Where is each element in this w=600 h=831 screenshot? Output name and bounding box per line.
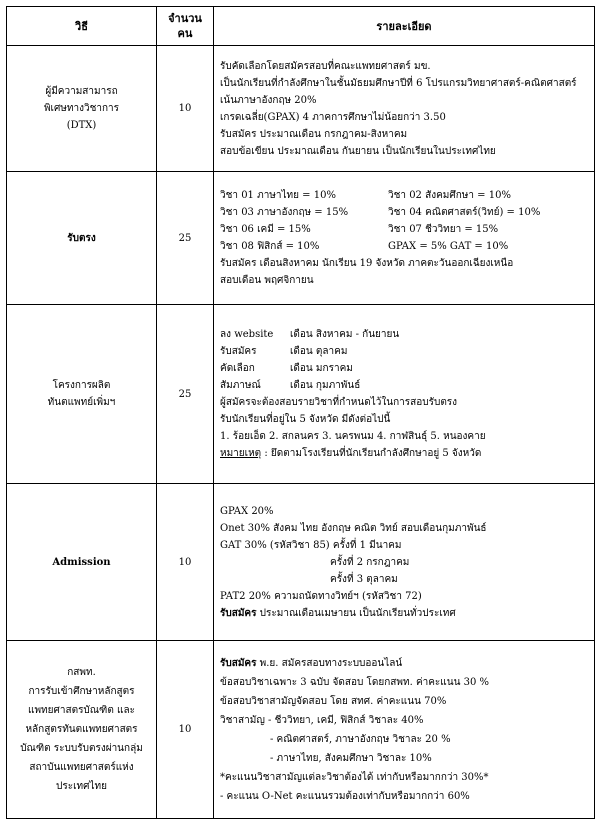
admission-table xyxy=(6,6,595,819)
count-cell: 10 xyxy=(157,484,214,641)
detail-line: ครั้งที่ 3 ตุลาคม xyxy=(330,573,398,585)
method-cell xyxy=(7,484,157,641)
weight-line xyxy=(220,221,590,238)
province-list: 1. ร้อยเอ็ด 2. สกลนคร 3. นครพนม 4. กาฬสินธุ์ 5. หนองคาย xyxy=(220,431,486,442)
method-cell xyxy=(7,641,157,819)
apply-line xyxy=(220,654,590,673)
apply-text: พ.ย. สมัครสอบทางระบบออนไลน์ xyxy=(256,657,403,669)
schedule-line xyxy=(220,326,590,343)
method-sub-line: บัณฑิต ระบบรับตรงผ่านกลุ่ม xyxy=(20,743,143,754)
schedule-month: เดือน กุมภาพันธ์ xyxy=(290,380,361,391)
detail-line: เน้นภาษาอังกฤษ 20% xyxy=(220,94,317,106)
detail-line: สอบข้อเขียน ประมาณเดือน กันยายน เป็นนักเรียนในประเทศไทย xyxy=(220,145,496,157)
detail-line: เกรดเฉลี่ย(GPAX) 4 ภาคการศึกษาไม่น้อยกว่า 3.50 xyxy=(220,111,446,123)
count-cell: 10 xyxy=(157,641,214,819)
schedule-month: เดือน มกราคม xyxy=(290,363,353,374)
schedule-step: สัมภาษณ์ xyxy=(220,380,261,391)
method-sub-line: สถาบันแพทยศาสตร์แห่ง xyxy=(29,762,134,773)
header-details: รายละเอียด xyxy=(214,7,595,46)
details-cell xyxy=(214,305,595,484)
table-row xyxy=(7,305,595,484)
weight-left: วิชา 01 ภาษาไทย = 10% xyxy=(220,190,336,201)
apply-label: รับสมัคร xyxy=(220,657,257,669)
detail-line: รับสมัคร เดือนสิงหาคม นักเรียน 19 จังหวัด ภาคตะวันออกเฉียงเหนือ xyxy=(220,258,514,269)
method-line: Admission xyxy=(52,556,111,568)
detail-line: สอบเดือน พฤศจิกายน xyxy=(220,275,314,286)
details-cell xyxy=(214,484,595,641)
schedule-step: รับสมัคร xyxy=(220,346,257,357)
schedule-line xyxy=(220,343,590,360)
detail-line: รับสมัคร ประมาณเดือน กรกฎาคม-สิงหาคม xyxy=(220,128,408,140)
method-line: พิเศษทางวิชาการ xyxy=(43,103,120,114)
method-cell xyxy=(7,305,157,484)
detail-line: ครั้งที่ 2 กรกฎาคม xyxy=(330,556,410,568)
detail-line: ผู้สมัครจะต้องสอบรายวิชาที่กำหนดไว้ในการสอบรับตรง xyxy=(220,397,458,408)
note-label: หมายเหตุ xyxy=(220,448,262,459)
detail-line: รับคัดเลือกโดยสมัครสอบที่คณะแพทยศาสตร์ มข. xyxy=(220,60,431,72)
schedule-month: เดือน ตุลาคม xyxy=(290,346,348,357)
method-sub-line: แพทยศาสตรบัณฑิต และ xyxy=(28,705,135,716)
method-line: กสพท. xyxy=(67,667,96,678)
weight-right: GPAX = 5% GAT = 10% xyxy=(388,241,509,252)
details-cell xyxy=(214,172,595,305)
detail-line: ข้อสอบวิชาสามัญจัดสอบ โดย สทศ. ค่าคะแนน 70% xyxy=(220,695,447,707)
table-row xyxy=(7,484,595,641)
weight-left: วิชา 08 ฟิสิกส์ = 10% xyxy=(220,241,320,252)
method-line: ทันตแพทย์เพิ่มฯ xyxy=(47,397,116,408)
schedule-line xyxy=(220,360,590,377)
schedule-step: ลง website xyxy=(220,329,274,340)
table-row xyxy=(7,641,595,819)
method-line: ผู้มีความสามารถ xyxy=(45,86,118,97)
method-cell xyxy=(7,46,157,172)
detail-line: วิชาสามัญ - ชีววิทยา, เคมี, ฟิสิกส์ วิชาละ 40% xyxy=(220,714,424,726)
weight-right: วิชา 04 คณิตศาสตร์(วิทย์) = 10% xyxy=(388,207,541,218)
note-text: : ยึดตามโรงเรียนที่นักเรียนกำลังศึกษาอยู่ 5 จังหวัด xyxy=(261,448,482,459)
note-line xyxy=(220,445,590,462)
details-cell xyxy=(214,46,595,172)
weight-line xyxy=(220,187,590,204)
detail-line: - คณิตศาสตร์, ภาษาอังกฤษ วิชาละ 20 % xyxy=(270,733,451,745)
method-line: รับตรง xyxy=(67,232,96,244)
weight-left: วิชา 06 เคมี = 15% xyxy=(220,224,311,235)
detail-line: - คะแนน O-Net คะแนนรวมต้องเท่ากับหรือมากกว่า 60% xyxy=(220,790,470,802)
count-cell: 25 xyxy=(157,305,214,484)
method-cell xyxy=(7,172,157,305)
apply-label: รับสมัคร xyxy=(220,607,257,619)
detail-line: - ภาษาไทย, สังคมศึกษา วิชาละ 10% xyxy=(270,752,432,764)
method-line: โครงการผลิต xyxy=(52,380,111,391)
detail-line: PAT2 20% ความถนัดทางวิทย์ฯ (รหัสวิชา 72) xyxy=(220,590,422,602)
table-row xyxy=(7,46,595,172)
detail-line: GAT 30% (รหัสวิชา 85) ครั้งที่ 1 มีนาคม xyxy=(220,539,402,551)
header-count: จำนวนคน xyxy=(157,7,214,46)
count-cell: 25 xyxy=(157,172,214,305)
schedule-step: คัดเลือก xyxy=(220,363,255,374)
detail-line: *คะแนนวิชาสามัญแต่ละวิชาต้องได้ เท่ากับหรือมากกว่า 30%* xyxy=(220,771,489,783)
weight-right: วิชา 02 สังคมศึกษา = 10% xyxy=(388,190,511,201)
table-header-row xyxy=(7,7,595,46)
header-method: วิธี xyxy=(7,7,157,46)
method-sub-line: ประเทศไทย xyxy=(56,781,107,792)
weight-line xyxy=(220,238,590,255)
detail-line: ข้อสอบวิชาเฉพาะ 3 ฉบับ จัดสอบ โดยกสพท. ค่าคะแนน 30 % xyxy=(220,676,490,688)
count-cell: 10 xyxy=(157,46,214,172)
schedule-line xyxy=(220,377,590,394)
details-cell xyxy=(214,641,595,819)
table-row xyxy=(7,172,595,305)
method-line: (DTX) xyxy=(66,120,97,131)
method-sub-line: หลักสูตรทันตแพทยศาสตร xyxy=(25,724,138,735)
apply-line xyxy=(220,605,590,622)
schedule-month: เดือน สิงหาคม - กันยายน xyxy=(290,329,400,340)
method-sub-line: การรับเข้าศึกษาหลักสูตร xyxy=(28,686,135,697)
weight-left: วิชา 03 ภาษาอังกฤษ = 15% xyxy=(220,207,349,218)
detail-line: GPAX 20% xyxy=(220,505,274,517)
weight-right: วิชา 07 ชีววิทยา = 15% xyxy=(388,224,499,235)
detail-line: รับนักเรียนที่อยู่ใน 5 จังหวัด มีดังต่อไปนี้ xyxy=(220,414,391,425)
detail-line: เป็นนักเรียนที่กำลังศึกษาในชั้นมัธยมศึกษาปีที่ 6 โปรแกรมวิทยาศาสตร์-คณิตศาสตร์ xyxy=(220,77,577,89)
detail-line: Onet 30% สังคม ไทย อังกฤษ คณิต วิทย์ สอบเดือนกุมภาพันธ์ xyxy=(220,522,487,534)
weight-line xyxy=(220,204,590,221)
apply-text: ประมาณเดือนเมษายน เป็นนักเรียนทั่วประเทศ xyxy=(256,607,456,619)
